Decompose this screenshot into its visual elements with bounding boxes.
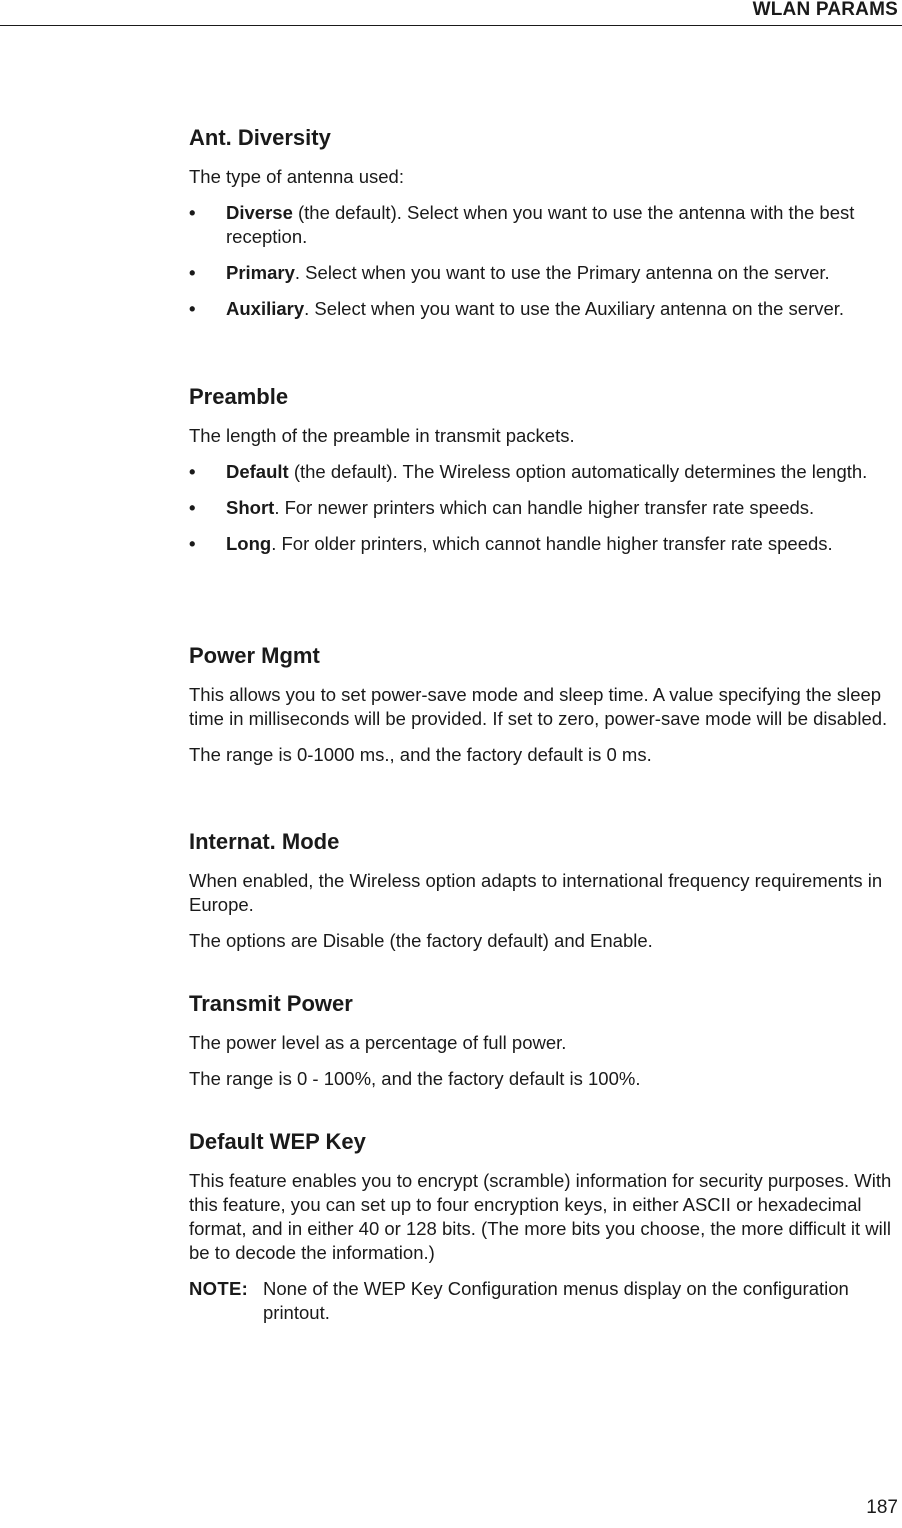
section-paragraph: This feature enables you to encrypt (scramble) information for security purposes. With this feature, you can set up to four encryption keys, in either ASCII or hexadecimal format, and in either 40 or 128 bits. (The more bits you choose, the more difficult it will be to decode the information.) xyxy=(189,1170,892,1263)
section-intro: The length of the preamble in transmit packets. xyxy=(189,425,575,446)
section-paragraph: The range is 0-1000 ms., and the factory default is 0 ms. xyxy=(189,744,652,765)
bullet-icon: • xyxy=(189,202,196,223)
option-text: (the default). Select when you want to use the antenna with the best reception. xyxy=(226,202,855,247)
bullet-icon: • xyxy=(189,298,196,319)
section-internat-mode xyxy=(189,828,901,953)
section-preamble xyxy=(189,383,901,556)
section-transmit-power xyxy=(189,990,901,1091)
section-ant-diversity xyxy=(189,124,901,321)
section-default-wep-key xyxy=(189,1128,901,1325)
header-rule xyxy=(0,25,902,26)
section-heading: Ant. Diversity xyxy=(189,125,331,150)
option-term: Diverse xyxy=(226,202,293,223)
list-item xyxy=(189,532,901,556)
option-term: Short xyxy=(226,497,275,518)
section-paragraph: When enabled, the Wireless option adapts to international frequency requirements in Europe. xyxy=(189,870,883,915)
page-number: 187 xyxy=(866,1497,898,1518)
bullet-icon: • xyxy=(189,497,196,518)
section-power-mgmt xyxy=(189,642,901,767)
list-item xyxy=(189,297,901,321)
note-text: None of the WEP Key Configuration menus display on the configuration printout. xyxy=(263,1278,849,1323)
section-paragraph: This allows you to set power-save mode and sleep time. A value specifying the sleep time in milliseconds will be provided. If set to zero, power-save mode will be disabled. xyxy=(189,684,888,729)
option-term: Auxiliary xyxy=(226,298,305,319)
list-item xyxy=(189,201,901,249)
option-list xyxy=(189,201,901,321)
option-term: Long xyxy=(226,533,272,554)
section-heading: Transmit Power xyxy=(189,991,353,1016)
section-paragraph: The range is 0 - 100%, and the factory default is 100%. xyxy=(189,1068,641,1089)
list-item xyxy=(189,460,901,484)
bullet-icon: • xyxy=(189,461,196,482)
running-header-title: WLAN PARAMS xyxy=(752,0,898,20)
list-item xyxy=(189,496,901,520)
note-block xyxy=(189,1277,901,1325)
note-label: NOTE: xyxy=(189,1278,249,1299)
section-heading: Power Mgmt xyxy=(189,643,320,668)
section-heading: Default WEP Key xyxy=(189,1129,366,1154)
option-text: . For older printers, which cannot handle higher transfer rate speeds. xyxy=(271,533,833,554)
option-term: Primary xyxy=(226,262,295,283)
section-paragraph: The options are Disable (the factory default) and Enable. xyxy=(189,930,653,951)
list-item xyxy=(189,261,901,285)
option-list xyxy=(189,460,901,556)
option-text: (the default). The Wireless option automatically determines the length. xyxy=(288,461,868,482)
option-term: Default xyxy=(226,461,289,482)
option-text: . Select when you want to use the Auxiliary antenna on the server. xyxy=(304,298,845,319)
section-intro: The type of antenna used: xyxy=(189,166,404,187)
section-heading: Internat. Mode xyxy=(189,829,340,854)
bullet-icon: • xyxy=(189,533,196,554)
section-paragraph: The power level as a percentage of full power. xyxy=(189,1032,567,1053)
bullet-icon: • xyxy=(189,262,196,283)
option-text: . Select when you want to use the Primary antenna on the server. xyxy=(294,262,830,283)
section-heading: Preamble xyxy=(189,384,289,409)
option-text: . For newer printers which can handle higher transfer rate speeds. xyxy=(274,497,815,518)
